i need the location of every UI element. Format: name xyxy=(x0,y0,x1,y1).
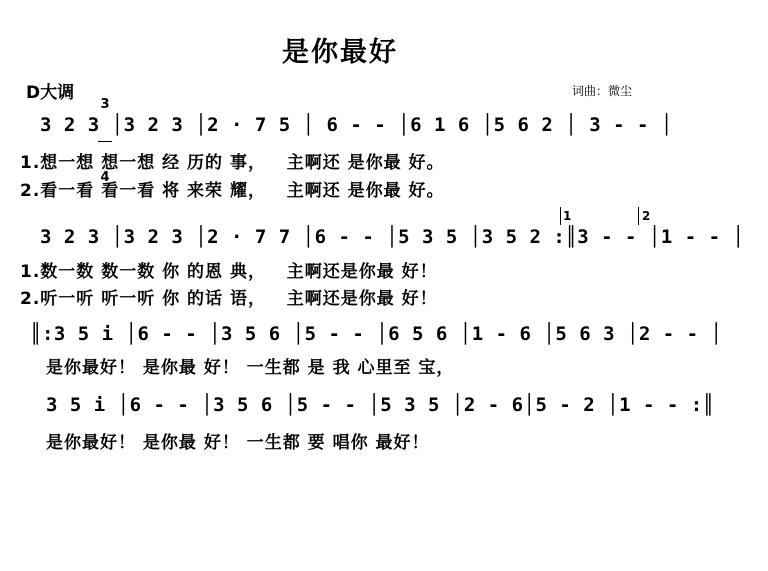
system4-lyric: 是你最好！ 是你最 好！ 一生都 要 唱你 最好！ xyxy=(46,433,430,453)
system4-notes: 3 5 i │6 - - │3 5 6 │5 - - │5 3 5 │2 - 6│5 - 2 │1 - - :║ xyxy=(46,394,715,416)
credit-line: 词曲：微尘 xyxy=(572,84,633,98)
time-signature-top: 3 xyxy=(100,97,110,112)
key-signature: D大调 xyxy=(26,83,75,103)
time-signature-bottom: 4 xyxy=(100,170,110,185)
system2-notes: 3 2 3 │3 2 3 │2 · 7 7 │6 - - │5 3 5 │3 5 2 :║3 - - │1 - - │ xyxy=(40,226,745,248)
system1-lyric-verse2: 2.看一看 看一看 将 来荣 耀， 主啊还 是你最 好。 xyxy=(20,181,445,201)
second-ending-bracket xyxy=(638,207,639,225)
system3-lyric: 是你最好！ 是你最 好！ 一生都 是 我 心里至 宝， xyxy=(46,358,455,378)
first-ending-bracket xyxy=(560,207,561,225)
song-title: 是你最好 xyxy=(282,37,398,68)
system2-lyric-verse1: 1.数一数 数一数 你 的恩 典， 主啊还是你最 好！ xyxy=(20,262,438,282)
system3-notes: ║:3 5 i │6 - - │3 5 6 │5 - - │6 5 6 │1 - 6 │5 6 3 │2 - - │ xyxy=(30,323,723,345)
system1-lyric-verse1: 1.想一想 想一想 经 历的 事， 主啊还 是你最 好。 xyxy=(20,153,445,173)
first-ending-number: 1 xyxy=(563,209,572,223)
system2-lyric-verse2: 2.听一听 听一听 你 的话 语， 主啊还是你最 好！ xyxy=(20,289,438,309)
second-ending-number: 2 xyxy=(642,209,651,223)
system1-notes: 3 2 3 │3 2 3 │2 · 7 5 │ 6 - - │6 1 6 │5 6 2 │ 3 - - │ xyxy=(40,114,673,136)
time-signature-divider xyxy=(98,141,112,142)
